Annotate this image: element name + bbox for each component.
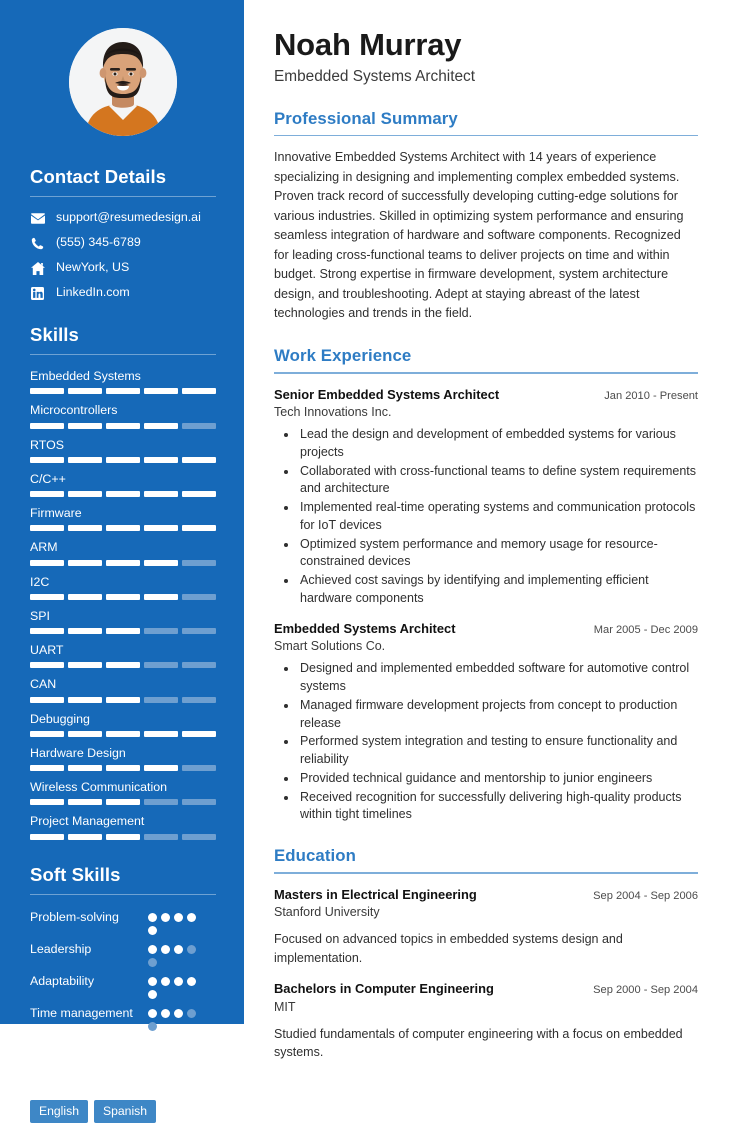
linkedin-icon [30, 286, 45, 300]
skill-label: Hardware Design [30, 745, 126, 760]
skill-segment [106, 594, 140, 600]
skill-level-bar [30, 731, 216, 737]
skill-segment [30, 697, 64, 703]
skill-level-bar [30, 628, 216, 634]
education-list [274, 887, 698, 1062]
rating-dot [148, 1022, 157, 1031]
skill-level-bar [30, 525, 216, 531]
skill-item [30, 677, 216, 702]
skill-segment [144, 799, 178, 805]
profile-photo [69, 28, 177, 136]
skill-level-bar [30, 423, 216, 429]
degree-title: Masters in Electrical Engineering [274, 886, 477, 902]
skill-segment [182, 799, 216, 805]
responsibility-item: • Received recognition for successfully delivering high-quality products within tight timelines [298, 789, 698, 825]
skill-label: SPI [30, 608, 50, 623]
skill-segment [182, 628, 216, 634]
skill-segment [106, 457, 140, 463]
skill-level-bar [30, 594, 216, 600]
education-section [274, 846, 698, 1062]
skill-label: Embedded Systems [30, 369, 141, 383]
soft-skills-heading: Soft Skills [30, 863, 121, 885]
skill-segment [106, 560, 140, 566]
professional-summary-text: Innovative Embedded Systems Architect with 14 years of experience specializing in designing and implementing complex embedded systems. Proven track record of successfully developing cutting-edge solutions for various industries. Skilled in optimizing system performance and ensuring seamless integration of hardware and software components. Recognized for leading cross-functional teams to deliver projects on time and within budget. Strong expertise in firmware development, system architecture design, and troubleshooting. Adept at staying abreast of the latest technologies and trends in the field. [274, 150, 684, 321]
divider [30, 196, 216, 197]
entry-header [274, 981, 698, 998]
rating-dot [161, 1009, 170, 1018]
soft-skill-item [30, 909, 216, 935]
rating-dot [161, 977, 170, 986]
soft-skills-list [30, 909, 216, 1031]
responsibility-item: • Managed firmware development projects from concept to production release [298, 697, 698, 733]
rating-dot [187, 913, 196, 922]
skill-segment [30, 628, 64, 634]
skill-level-bar [30, 765, 216, 771]
responsibility-list [274, 660, 698, 824]
soft-skill-item [30, 973, 216, 999]
rating-dot [148, 926, 157, 935]
skill-segment [30, 731, 64, 737]
divider [30, 1085, 216, 1086]
skill-segment [106, 423, 140, 429]
skill-segment [30, 765, 64, 771]
skill-segment [182, 662, 216, 668]
skill-item [30, 712, 216, 737]
responsibility-item: • Collaborated with cross-functional teams to define system requirements and architecture [298, 463, 698, 499]
skill-segment [144, 594, 178, 600]
main-content [244, 0, 730, 1060]
envelope-icon [30, 211, 45, 225]
home-icon [30, 261, 45, 275]
skill-item [30, 472, 216, 497]
skill-segment [30, 799, 64, 805]
skill-label: ARM [30, 540, 58, 555]
skill-segment [144, 662, 178, 668]
education-entry [274, 887, 698, 968]
skill-segment [30, 491, 64, 497]
contact-item-linkedin[interactable] [30, 286, 216, 300]
skill-segment [182, 594, 216, 600]
rating-dot [161, 913, 170, 922]
skill-item [30, 575, 216, 600]
skill-segment [68, 525, 102, 531]
soft-skill-label: Adaptability [30, 973, 95, 988]
language-tag: English [30, 1100, 88, 1123]
skill-item [30, 643, 216, 668]
skill-level-bar [30, 662, 216, 668]
skill-segment [144, 491, 178, 497]
contact-item-location[interactable] [30, 261, 216, 275]
skill-segment [30, 560, 64, 566]
contact-details-heading: Contact Details [30, 166, 167, 187]
rating-dot [174, 977, 183, 986]
skill-level-bar [30, 457, 216, 463]
responsibility-item: • Lead the design and development of embedded systems for various projects [298, 426, 698, 462]
job-title: Senior Embedded Systems Architect [274, 386, 500, 402]
skill-segment [106, 491, 140, 497]
divider [30, 354, 216, 355]
languages-heading: Languages [30, 1054, 129, 1076]
skill-level-bar [30, 388, 216, 394]
skill-item [30, 369, 216, 394]
skill-segment [182, 423, 216, 429]
entry-header [274, 387, 698, 404]
rating-dot [148, 977, 157, 986]
responsibility-item: • Designed and implemented embedded software for automotive control systems [298, 660, 698, 696]
skill-level-bar [30, 799, 216, 805]
skill-segment [68, 388, 102, 394]
skill-segment [106, 662, 140, 668]
skill-item [30, 438, 216, 463]
skill-segment [30, 423, 64, 429]
skills-list [30, 369, 216, 840]
profile-photo-icon [69, 28, 177, 136]
divider [274, 872, 698, 874]
skill-segment [30, 662, 64, 668]
job-title: Embedded Systems Architect [274, 620, 456, 636]
skill-segment [144, 765, 178, 771]
languages-section [30, 1055, 216, 1123]
soft-skill-label: Time management [30, 1005, 133, 1020]
skill-level-bar [30, 491, 216, 497]
soft-skill-label: Problem-solving [30, 909, 119, 924]
skill-item [30, 746, 216, 771]
company-name: Smart Solutions Co. [274, 639, 386, 654]
skill-segment [68, 799, 102, 805]
skill-segment [68, 628, 102, 634]
skill-segment [182, 388, 216, 394]
rating-dot [148, 958, 157, 967]
skill-segment [182, 765, 216, 771]
skill-item [30, 814, 216, 839]
phone-icon [30, 236, 45, 250]
skill-segment [30, 388, 64, 394]
language-tag: Spanish [94, 1100, 156, 1123]
rating-dot [187, 977, 196, 986]
contact-details-section [30, 166, 216, 300]
degree-title: Bachelors in Computer Engineering [274, 980, 494, 996]
skill-level-bar [30, 697, 216, 703]
skill-segment [182, 491, 216, 497]
skill-segment [106, 799, 140, 805]
rating-dot [148, 990, 157, 999]
education-date-range: Sep 2004 - Sep 2006 [593, 889, 698, 902]
rating-dot [174, 1009, 183, 1018]
contact-location-value: NewYork, US [56, 260, 130, 275]
contact-phone-value: (555) 345-6789 [56, 235, 141, 250]
skill-segment [30, 594, 64, 600]
skill-label: Project Management [30, 814, 145, 829]
contact-list [30, 211, 216, 300]
contact-item-phone[interactable] [30, 236, 216, 250]
education-heading: Education [274, 846, 357, 866]
soft-skill-rating [148, 973, 200, 999]
skill-segment [68, 731, 102, 737]
soft-skills-section [30, 864, 216, 1031]
education-description: Focused on advanced topics in embedded systems design and implementation. [274, 932, 623, 966]
skill-segment [68, 697, 102, 703]
skill-label: UART [30, 643, 64, 658]
page-title: Noah Murray [274, 27, 462, 62]
skill-segment [144, 731, 178, 737]
education-entry [274, 981, 698, 1062]
skill-segment [144, 628, 178, 634]
work-entry [274, 387, 698, 608]
skill-item [30, 540, 216, 565]
skill-label: CAN [30, 677, 57, 692]
skill-label: Microcontrollers [30, 403, 118, 418]
divider [274, 135, 698, 137]
education-date-range: Sep 2000 - Sep 2004 [593, 983, 698, 996]
rating-dot [187, 945, 196, 954]
skill-segment [106, 628, 140, 634]
skill-segment [68, 594, 102, 600]
skill-segment [182, 697, 216, 703]
entry-header [274, 621, 698, 638]
skill-item [30, 403, 216, 428]
skill-segment [68, 765, 102, 771]
divider [274, 372, 698, 374]
skill-segment [68, 834, 102, 840]
skill-level-bar [30, 560, 216, 566]
skill-segment [106, 765, 140, 771]
rating-dot [161, 945, 170, 954]
responsibility-item: • Optimized system performance and memory usage for resource-constrained devices [298, 536, 698, 572]
skill-segment [144, 388, 178, 394]
education-description: Studied fundamentals of computer engineering with a focus on embedded systems. [274, 1026, 683, 1060]
responsibility-item: • Performed system integration and testing to ensure functionality and reliability [298, 733, 698, 769]
job-date-range: Mar 2005 - Dec 2009 [593, 623, 698, 636]
responsibility-item: • Achieved cost savings by identifying and implementing efficient hardware components [298, 572, 698, 608]
work-experience-list [274, 387, 698, 825]
skill-segment [182, 560, 216, 566]
divider [30, 894, 216, 895]
skill-segment [30, 525, 64, 531]
skill-item [30, 780, 216, 805]
responsibility-list [274, 426, 698, 608]
work-entry [274, 621, 698, 824]
company-name: Tech Innovations Inc. [274, 405, 392, 420]
rating-dot [187, 1009, 196, 1018]
soft-skill-item [30, 1005, 216, 1031]
rating-dot [174, 913, 183, 922]
skill-segment [144, 457, 178, 463]
skill-segment [68, 457, 102, 463]
avatar [30, 28, 216, 136]
rating-dot [174, 945, 183, 954]
skill-segment [144, 834, 178, 840]
rating-dot [148, 913, 157, 922]
contact-linkedin-value: LinkedIn.com [56, 285, 130, 300]
skill-segment [106, 731, 140, 737]
skill-segment [68, 491, 102, 497]
skills-section [30, 324, 216, 840]
skill-segment [182, 731, 216, 737]
skill-segment [30, 834, 64, 840]
skill-segment [68, 423, 102, 429]
skill-segment [182, 834, 216, 840]
skill-segment [106, 525, 140, 531]
skill-item [30, 506, 216, 531]
institution-name: Stanford University [274, 905, 380, 920]
skill-segment [182, 457, 216, 463]
soft-skill-rating [148, 941, 200, 967]
rating-dot [148, 1009, 157, 1018]
soft-skill-rating [148, 1005, 200, 1031]
contact-email-value: support@resumedesign.ai [56, 210, 201, 225]
skill-label: C/C++ [30, 471, 66, 486]
skill-segment [144, 423, 178, 429]
skill-label: I2C [30, 574, 50, 589]
job-role-subtitle: Embedded Systems Architect [274, 68, 476, 86]
professional-summary-heading: Professional Summary [274, 108, 458, 128]
skill-label: Debugging [30, 711, 90, 726]
responsibility-item: • Implemented real-time operating systems and communication protocols for IoT devices [298, 499, 698, 535]
soft-skill-item [30, 941, 216, 967]
skill-segment [144, 697, 178, 703]
entry-header [274, 887, 698, 904]
skill-segment [144, 560, 178, 566]
skill-segment [106, 697, 140, 703]
skills-heading: Skills [30, 324, 79, 345]
skill-segment [30, 457, 64, 463]
skill-segment [68, 662, 102, 668]
professional-summary-section [274, 109, 698, 324]
sidebar [0, 0, 244, 1118]
soft-skill-rating [148, 909, 200, 935]
soft-skill-label: Leadership [30, 941, 92, 956]
rating-dot [148, 945, 157, 954]
work-experience-section [274, 346, 698, 824]
skill-segment [182, 525, 216, 531]
skill-segment [144, 525, 178, 531]
job-date-range: Jan 2010 - Present [604, 389, 698, 402]
skill-item [30, 609, 216, 634]
institution-name: MIT [274, 999, 296, 1014]
language-tag-list [30, 1100, 216, 1123]
work-experience-heading: Work Experience [274, 345, 412, 365]
skill-segment [68, 560, 102, 566]
skill-label: Wireless Communication [30, 780, 168, 795]
contact-item-email[interactable] [30, 211, 216, 225]
skill-label: RTOS [30, 437, 64, 452]
skill-segment [106, 834, 140, 840]
responsibility-item: • Provided technical guidance and mentorship to junior engineers [298, 770, 698, 788]
skill-label: Firmware [30, 506, 82, 521]
skill-segment [106, 388, 140, 394]
skill-level-bar [30, 834, 216, 840]
